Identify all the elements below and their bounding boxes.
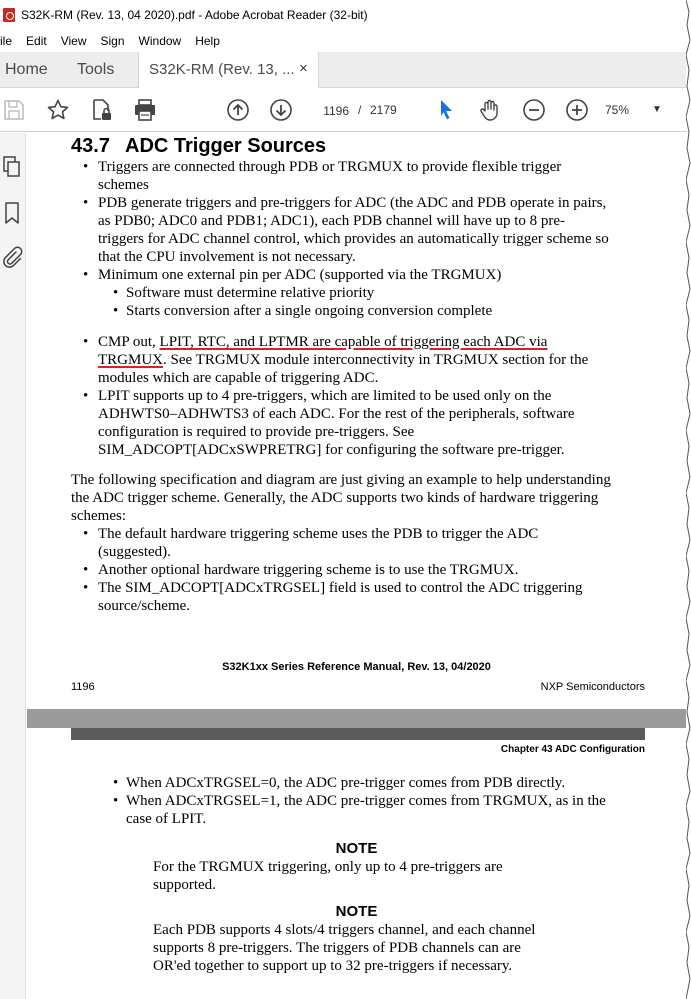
text-line: Starts conversion after a single ongoing conversion complete [126,303,493,319]
page-down-icon[interactable] [269,98,293,122]
menu-bar [0,30,686,52]
page-total: 2179 [370,103,397,117]
page-footer-number: 1196 [71,681,95,693]
chapter-header-bar [71,728,645,740]
text-line: case of LPIT. [126,811,207,827]
tab-bar [0,52,686,88]
menu-help[interactable]: Help [195,34,220,48]
text-line: ADHWTS0–ADHWTS3 of each ADC. For the rest of the peripherals, software [98,406,575,422]
chapter-header-label: Chapter 43 ADC Configuration [500,744,645,755]
text-line: modules which are capable of triggering ADC. [98,370,379,386]
page-thumbnails-icon[interactable] [1,155,23,179]
text-line: (suggested). [98,544,171,560]
text-line: schemes: [71,508,126,524]
text-line: source/scheme. [98,598,191,614]
text-line: The following specification and diagram are just giving an example to help understanding [71,472,611,488]
bullet-icon: • [83,526,89,542]
pdf-page-1197 [27,728,686,999]
text-line: SIM_ADCOPT[ADCxSWPRETRG] for configuring the software pre-trigger. [98,442,565,458]
tab-document-label: S32K-RM (Rev. 13, ... [149,61,295,78]
torn-edge-decoration [686,0,691,999]
hand-tool-icon[interactable] [478,98,502,122]
text-line: The SIM_ADCOPT[ADCxTRGSEL] field is used to control the ADC triggering [98,580,583,596]
text-line: Triggers are connected through PDB or TRGMUX to provide flexible trigger [98,159,562,175]
section-heading [71,135,326,158]
bullet-icon: • [113,775,119,791]
text-line: Another optional hardware triggering scheme is to use the TRGMUX. [98,562,519,578]
text-line [98,351,588,369]
text-line: configuration is required to provide pre-triggers. See [98,424,415,440]
text-run: CMP out, [98,334,160,350]
bullet-icon: • [83,580,89,596]
close-tab-icon[interactable]: × [299,60,308,77]
text-line: that the CPU involvement is not necessary. [98,249,356,265]
bullet-icon: • [83,388,89,404]
bullet-icon: • [83,159,89,175]
note-text-line: OR'ed together to support up to 32 pre-triggers if necessary. [153,958,513,974]
note-heading: NOTE [335,840,378,857]
text-line: Software must determine relative priority [126,285,375,301]
note-text-line: Each PDB supports 4 slots/4 triggers channel, and each channel [153,922,536,938]
left-navigation-pane [0,133,26,999]
sub-bullet-icon: • [113,285,119,301]
zoom-out-icon[interactable] [522,98,546,122]
tab-home[interactable]: Home [5,61,48,78]
print-icon[interactable] [133,98,157,122]
note-text-line: supports 8 pre-triggers. The triggers of PDB channels can are [153,940,521,956]
text-line: LPIT supports up to 4 pre-triggers, which are limited to be used only on the [98,388,552,404]
zoom-dropdown-chevron-icon[interactable]: ▼ [652,104,662,115]
menu-window[interactable]: Window [138,34,182,48]
text-run: . See TRGMUX module interconnectivity in TRGMUX section for the [163,352,589,368]
note-text-line: supported. [153,877,216,893]
text-line [98,333,547,351]
tab-document[interactable] [138,52,319,89]
text-line: schemes [98,177,149,193]
text-line: the ADC trigger scheme. Generally, the ADC supports two kinds of hardware triggering [71,490,599,506]
text-line: Minimum one external pin per ADC (supported via the TRGMUX) [98,267,502,283]
page-footer-title: S32K1xx Series Reference Manual, Rev. 13, 04/2020 [222,661,491,673]
window-titlebar [0,0,686,30]
highlighted-text: TRGMUX [98,352,164,368]
bookmarks-icon[interactable] [1,201,23,225]
bookmark-star-icon[interactable] [46,98,70,122]
page-separator-gap [27,709,686,728]
text-line: The default hardware triggering scheme uses the PDB to trigger the ADC [98,526,539,542]
page-number-input[interactable]: 1196 [323,104,349,118]
page-footer-company: NXP Semiconductors [540,681,645,693]
text-line: When ADCxTRGSEL=0, the ADC pre-trigger comes from PDB directly. [126,775,566,791]
text-line: PDB generate triggers and pre-triggers for ADC (the ADC and PDB operate in pairs, [98,195,607,211]
page-separator: / [358,103,362,117]
sub-bullet-icon: • [113,303,119,319]
zoom-level-input[interactable]: 75% [605,103,630,117]
section-number: 43.7 [71,135,110,157]
section-title: ADC Trigger Sources [125,135,327,157]
zoom-in-icon[interactable] [565,98,589,122]
note-heading: NOTE [335,903,378,920]
attachments-icon[interactable] [1,246,23,270]
bullet-icon: • [83,267,89,283]
highlighted-text: LPIT, RTC, and LPTMR are capable of triggering each ADC via [159,334,548,350]
bullet-icon: • [83,562,89,578]
bullet-icon: • [113,793,119,809]
text-line: as PDB0; ADC0 and PDB1; ADC1), each PDB channel will have up to 8 pre- [98,213,566,229]
lock-document-icon[interactable] [89,98,113,122]
window-title: S32K-RM (Rev. 13, 04 2020).pdf - Adobe Acrobat Reader (32-bit) [21,8,368,22]
tab-tools[interactable]: Tools [77,61,115,78]
acrobat-app-icon [3,8,15,22]
menu-view[interactable]: View [60,34,87,48]
menu-file[interactable]: ile [0,34,13,48]
text-line: When ADCxTRGSEL=1, the ADC pre-trigger comes from TRGMUX, as in the [126,793,606,809]
save-icon[interactable] [2,98,26,122]
document-view[interactable] [27,133,686,999]
menu-sign[interactable]: Sign [100,34,125,48]
text-line: triggers for ADC channel control, which provides an automatically trigger scheme so [98,231,609,247]
note-text-line: For the TRGMUX triggering, only up to 4 pre-triggers are [153,859,503,875]
bullet-icon: • [83,334,89,350]
menu-edit[interactable]: Edit [26,34,47,48]
pdf-page-1196 [27,133,686,709]
select-cursor-icon[interactable] [434,98,458,122]
bullet-icon: • [83,195,89,211]
page-up-icon[interactable] [226,98,250,122]
